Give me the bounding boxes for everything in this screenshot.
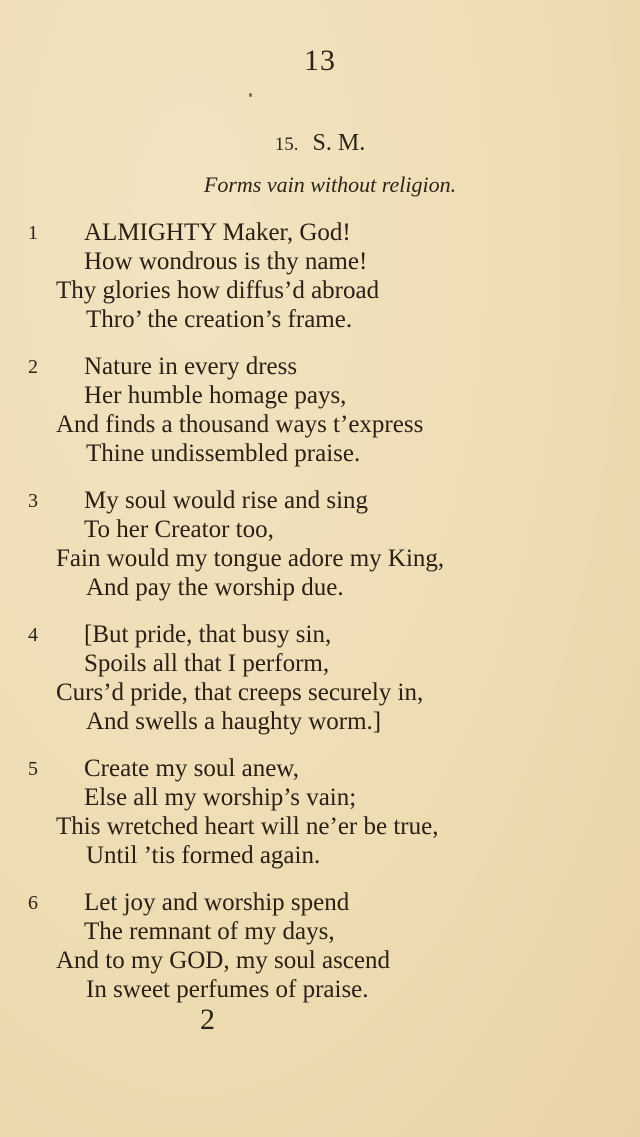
verse-line: The remnant of my days, (84, 918, 335, 945)
verse-line: Her humble homage pays, (84, 382, 347, 409)
verse-line: Thro’ the creation’s frame. (86, 306, 353, 333)
verse-line: To her Creator too, (84, 516, 274, 543)
verse-line: And swells a haughty worm.] (86, 708, 382, 735)
verse (0, 620, 640, 754)
verse-line: How wondrous is thy name! (84, 248, 368, 275)
verse-line: Curs’d pride, that creeps securely in, (56, 679, 424, 706)
verse-line: ALMIGHTY Maker, God! (84, 219, 351, 246)
verse-line: Let joy and worship spend (84, 889, 350, 916)
verse-line: And finds a thousand ways t’express (56, 411, 424, 438)
verse-line: In sweet perfumes of praise. (86, 976, 369, 1003)
verse-number: 4 (28, 624, 38, 646)
verse-number: 2 (28, 356, 38, 378)
verse (0, 352, 640, 486)
ink-speck (249, 93, 252, 97)
verse-line: Thine undissembled praise. (86, 440, 361, 467)
verse-line: This wretched heart will ne’er be true, (56, 813, 439, 840)
hymn-subtitle: Forms vain without religion. (203, 172, 457, 197)
verse-line: My soul would rise and sing (84, 487, 369, 514)
verse (0, 486, 640, 620)
verse-line: And to my GOD, my soul ascend (56, 947, 390, 974)
verse-line: [But pride, that busy sin, (84, 621, 332, 648)
verse-line: Else all my worship’s vain; (84, 784, 357, 811)
hymn-meter: S. M. (312, 130, 366, 156)
page-number: 13 (304, 44, 336, 77)
verse-line: And pay the worship due. (86, 574, 344, 601)
verse-number: 6 (28, 892, 38, 914)
hymn-header (0, 130, 640, 157)
verses (0, 218, 640, 1022)
verse-line: Fain would my tongue adore my King, (56, 545, 445, 572)
verse-line: Nature in every dress (84, 353, 298, 380)
verse-number: 1 (28, 222, 38, 244)
verse-number: 5 (28, 758, 38, 780)
verse (0, 888, 640, 1022)
verse-line: Spoils all that I perform, (84, 650, 330, 677)
verse-number: 3 (28, 490, 38, 512)
verse (0, 218, 640, 352)
verse (0, 754, 640, 888)
verse-line: Thy glories how diffus’d abroad (56, 277, 380, 304)
verse-line: Create my soul anew, (84, 755, 299, 782)
verse-line: Until ’tis formed again. (86, 842, 321, 869)
hymn-number: 15. (274, 134, 299, 155)
signature-mark: 2 (200, 1003, 215, 1036)
